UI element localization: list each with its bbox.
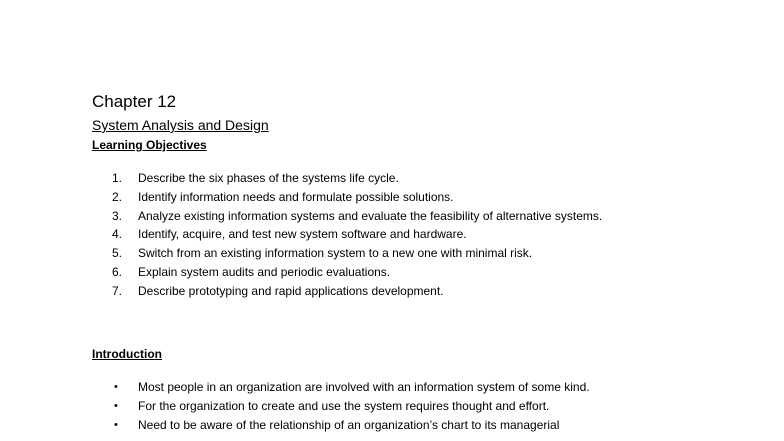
objective-text: Describe prototyping and rapid applications development.	[138, 283, 444, 298]
objective-number: 2.	[112, 189, 123, 204]
introduction-heading: Introduction	[92, 347, 162, 361]
bullet-icon: •	[114, 418, 118, 431]
chapter-subtitle: System Analysis and Design	[92, 117, 269, 133]
objective-number: 3.	[112, 208, 123, 223]
objective-number: 1.	[112, 171, 123, 185]
objective-text: Describe the six phases of the systems life cycle.	[138, 171, 399, 185]
learning-objectives-heading: Learning Objectives	[92, 138, 207, 152]
objective-text: Identify information needs and formulate possible solutions.	[138, 189, 454, 204]
introduction-text: Most people in an organization are involved with an information system of some kind.	[138, 380, 590, 394]
objective-text: Identify, acquire, and test new system software and hardware.	[138, 227, 467, 242]
objective-text: Analyze existing information systems and evaluate the feasibility of alternative systems.	[138, 208, 603, 223]
bullet-icon: •	[114, 399, 118, 412]
objective-number: 5.	[112, 246, 123, 261]
objective-number: 7.	[112, 283, 123, 298]
bullet-icon: •	[114, 381, 118, 393]
chapter-title: Chapter 12	[92, 92, 177, 111]
objective-number: 6.	[112, 264, 123, 279]
objective-number: 4.	[112, 227, 123, 242]
objective-text: Explain system audits and periodic evaluations.	[138, 264, 391, 279]
introduction-text: For the organization to create and use the system requires thought and effort.	[138, 398, 550, 413]
objective-text: Switch from an existing information system to a new one with minimal risk.	[138, 246, 533, 261]
introduction-text: Need to be aware of the relationship of an organization’s chart to its managerial	[138, 417, 560, 432]
